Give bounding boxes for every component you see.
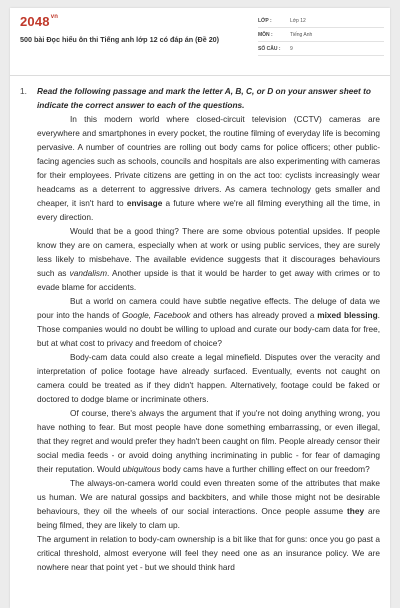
logo-text: 2048 bbox=[20, 14, 50, 29]
meta-value: 9 bbox=[290, 45, 293, 52]
passage-paragraph-7: The argument in relation to body-cam ownership is a bit like that for guns: once you go past a critical threshold, almost everyone will feel they need one as an insurance policy. We are nowhere near that point yet - but we should think hard bbox=[37, 534, 380, 572]
highlighted-word: vandalism bbox=[69, 268, 107, 278]
header-divider bbox=[10, 75, 390, 76]
meta-row-subject bbox=[258, 28, 384, 42]
text-run: In this modern world where closed-circuit television (CCTV) cameras are everywhere and smartphones in every pocket, the routine filming of everyday life is becoming pervasive. A number of countries are rolling out body cams for police officers; other public-facing agencies such as schools, councils and hospitals are also experimenting with cameras for their employees. Private citizens are getting in on the act too: cyclists increasingly wear headcams as a deterrent to aggressive drivers. As camera technology gets smaller and cheaper, it isn't hard to bbox=[37, 114, 380, 208]
question-item bbox=[20, 84, 380, 574]
text-run: . Another upside is that it would be harder to get away with crimes or to evade blame for accidents. bbox=[37, 268, 380, 292]
passage-paragraph-5 bbox=[37, 406, 380, 476]
highlighted-word: Google, Facebook bbox=[121, 310, 191, 320]
meta-key: LỚP : bbox=[258, 17, 272, 24]
meta-key: MÔN : bbox=[258, 31, 273, 38]
text-run: Of course, there's always the argument that if you're not doing anything wrong, you have nothing to fear. But most people have done something embarrassing, or even illegal, that they regret and would prefer they hadn't been caught on film. People already censor their social media feeds - or avoid doing anything incriminating in public - for fear of damaging their reputation. Would bbox=[37, 408, 380, 474]
passage-paragraph-4: Body-cam data could also create a legal minefield. Disputes over the veracity and interpretation of police footage have already surfaced. Eventually, events not caught on camera could be treated as if they didn't happen. Alternatively, footage could be faked or doctored to dodge blame or incriminate others. bbox=[37, 352, 380, 404]
document-meta bbox=[258, 14, 384, 56]
highlighted-phrase: mixed blessing bbox=[317, 310, 378, 320]
text-run: and others has already proved a bbox=[190, 310, 318, 320]
passage-paragraph-2 bbox=[37, 224, 380, 294]
text-run: But a world on camera could have subtle negative effects. The deluge of data we pour into the hands of bbox=[37, 296, 380, 320]
passage-paragraph-6 bbox=[37, 476, 380, 532]
document-sheet bbox=[10, 8, 390, 608]
question-instruction: Read the following passage and mark the letter A, B, C, or D on your answer sheet to indicate the correct answer to each of the questions. bbox=[37, 86, 371, 110]
document-title: 500 bài Đọc hiểu ôn thi Tiếng anh lớp 12 có đáp án (Đề 20) bbox=[20, 35, 220, 44]
site-logo[interactable] bbox=[20, 14, 58, 29]
question-body bbox=[37, 84, 380, 574]
highlighted-word: ubiquitous bbox=[122, 464, 161, 474]
meta-row-question-count bbox=[258, 42, 384, 56]
text-run: body cams have a further chilling effect on our freedom? bbox=[160, 464, 370, 474]
text-run: a future where we're all filming everything all the time, in every direction. bbox=[37, 198, 380, 222]
highlighted-word: envisage bbox=[126, 198, 163, 208]
meta-key: SỐ CÂU : bbox=[258, 45, 281, 52]
meta-value: Tiếng Anh bbox=[290, 31, 313, 38]
passage-paragraph-3 bbox=[37, 294, 380, 350]
text-run: are being filmed, they are likely to clam up. bbox=[37, 506, 380, 530]
meta-row-class bbox=[258, 14, 384, 28]
highlighted-word: they bbox=[347, 506, 365, 516]
question-number: 1. bbox=[20, 86, 27, 96]
question-content bbox=[20, 84, 380, 574]
document-header bbox=[10, 8, 390, 66]
meta-value: Lớp 12 bbox=[290, 17, 306, 24]
text-run: The always-on-camera world could even threaten some of the attributes that make us human. We are natural gossips and backbiters, and while those might not be desirable behaviours, they oil the wheels of our social interactions. Once people assume bbox=[37, 478, 380, 516]
logo-suffix: vn bbox=[50, 14, 59, 20]
passage-paragraph-1 bbox=[37, 112, 380, 224]
text-run: Would that be a good thing? There are some obvious potential upsides. If people know they are on camera, especially when at work or using public services, they are surely less likely to misbehave. The available evidence suggests that it discourages behaviours such as bbox=[37, 226, 380, 278]
text-run: . Those companies would no doubt be willing to upload and curate our body-cam data for free, but at what cost to privacy and freedom of choice? bbox=[37, 310, 380, 348]
